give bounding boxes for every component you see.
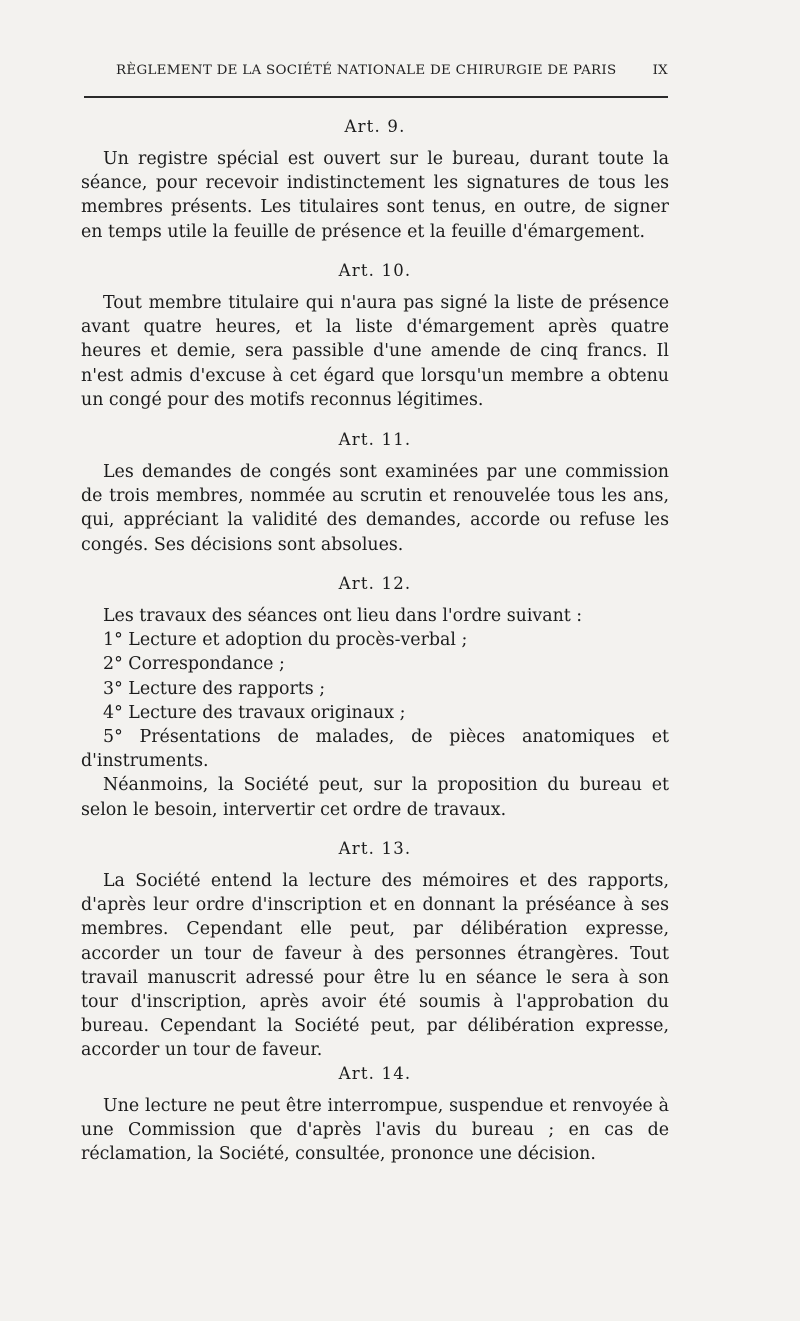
article-title: Art. 9. <box>344 117 406 136</box>
article-title: Art. 14. <box>338 1064 412 1083</box>
article-13 <box>81 838 669 1063</box>
article-title: Art. 12. <box>338 574 412 593</box>
article-paragraph: Les travaux des séances ont lieu dans l'ordre suivant : <box>103 606 583 626</box>
article-paragraph: Un registre spécial est ouvert sur le bureau, durant toute la séance, pour recevoir indistinctement les signatures de tous les membres présents. Les titulaires sont tenus, en outre, de signer en temps utile la feuille de présence et la feuille d'émargement. <box>81 149 669 242</box>
running-header <box>116 63 668 78</box>
article-paragraph: Tout membre titulaire qui n'aura pas signé la liste de présence avant quatre heures, et la liste d'émargement après quatre heures et demie, sera passible d'une amende de cinq francs. Il n'est admis d'excuse à cet égard que lorsqu'un membre a obtenu un congé pour des motifs reconnus légitimes. <box>81 293 669 410</box>
list-item: 3° Lecture des rapports ; <box>103 678 326 699</box>
article-paragraph: Une lecture ne peut être interrompue, suspendue et renvoyée à une Commission que d'après l'avis du bureau ; en cas de réclamation, la Société, consultée, prononce une décision. <box>81 1096 669 1165</box>
list-item: 4° Lecture des travaux originaux ; <box>103 702 406 723</box>
article-title: Art. 11. <box>338 430 412 449</box>
article-title: Art. 13. <box>338 839 412 858</box>
list-item: 2° Correspondance ; <box>103 654 285 675</box>
article-11 <box>81 429 669 557</box>
article-10 <box>81 260 669 412</box>
article-14 <box>81 1063 669 1167</box>
article-9 <box>81 116 669 244</box>
header-rule <box>84 96 668 98</box>
article-paragraph: Néanmoins, la Société peut, sur la proposition du bureau et selon le besoin, intervertir cet ordre de travaux. <box>81 775 669 820</box>
running-title: RÈGLEMENT DE LA SOCIÉTÉ NATIONALE DE CHIRURGIE DE PARIS <box>116 63 617 78</box>
article-paragraph: Les demandes de congés sont examinées par une commission de trois membres, nommée au scrutin et renouvelée tous les ans, qui, appréciant la validité des demandes, accorde ou refuse les congés. Ses décisions sont absolues. <box>81 462 669 555</box>
list-item: 1° Lecture et adoption du procès-verbal ; <box>103 630 468 651</box>
list-item: 5° Présentations de malades, de pièces anatomiques et d'instruments. <box>81 727 669 772</box>
article-title: Art. 10. <box>338 261 412 280</box>
page-number: IX <box>652 63 668 78</box>
article-12 <box>81 573 669 822</box>
article-paragraph: La Société entend la lecture des mémoires et des rapports, d'après leur ordre d'inscription et en donnant la préséance à ses membres. Cependant elle peut, par délibération expresse, accorder un tour de faveur à des personnes étrangères. Tout travail manuscrit adressé pour être lu en séance le sera à son tour d'inscription, après avoir été soumis à l'approbation du bureau. Cependant la Société peut, par délibération expresse, accorder un tour de faveur. <box>81 871 669 1061</box>
